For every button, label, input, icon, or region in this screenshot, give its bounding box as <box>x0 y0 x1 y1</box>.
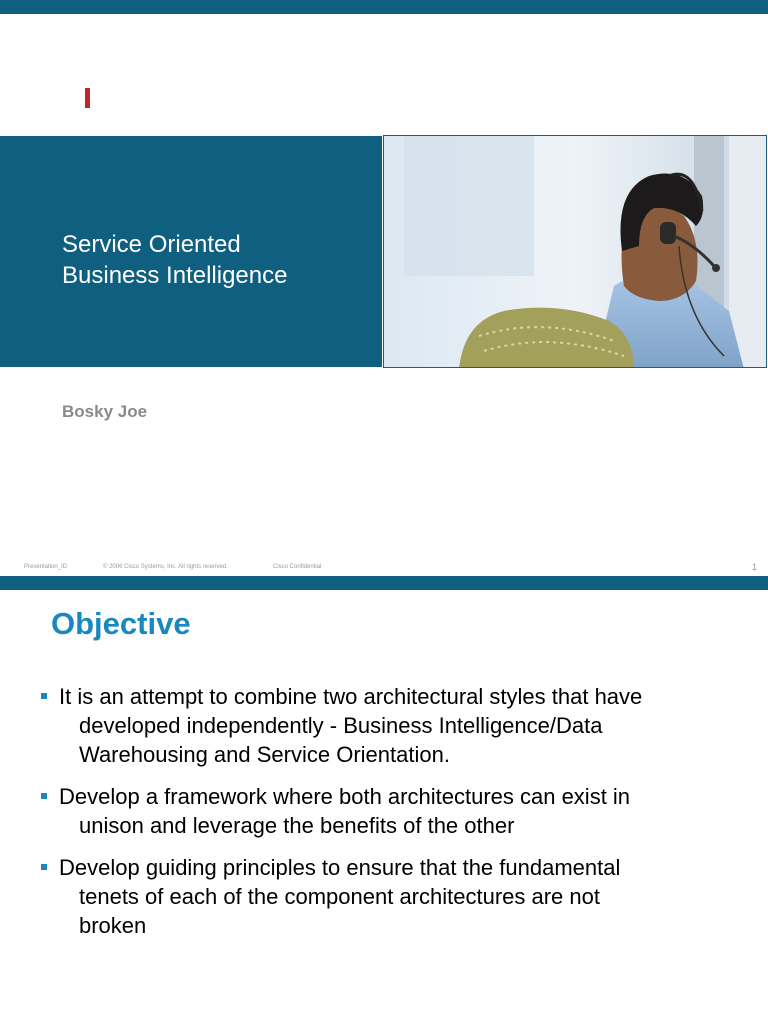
objective-slide <box>0 576 768 1024</box>
bullet-square-icon <box>41 864 47 870</box>
bullet-item <box>40 853 755 940</box>
bullet-square-icon <box>41 793 47 799</box>
headset-person-photo <box>383 135 767 368</box>
footer-confidential: Cisco Confidential <box>273 564 322 570</box>
title-line-2: Business Intelligence <box>62 262 288 289</box>
bullet-square-icon <box>41 693 47 699</box>
bullet-list <box>40 682 755 953</box>
bullet-line: Warehousing and Service Orientation. <box>79 742 450 767</box>
footer-copyright: © 2006 Cisco Systems, Inc. All rights reserved. <box>103 564 228 570</box>
accent-mark <box>85 88 90 108</box>
footer-presentation-id: Presentation_ID <box>24 564 68 570</box>
bullet-line: It is an attempt to combine two architectural styles that have <box>59 684 643 709</box>
bullet-line: tenets of each of the component architectures are not <box>79 884 600 909</box>
bullet-line: broken <box>79 913 147 938</box>
top-bar <box>0 576 768 590</box>
author-name: Bosky Joe <box>62 402 148 421</box>
bullet-line: Develop a framework where both architectures can exist in <box>59 784 631 809</box>
slide-number: 1 <box>751 562 757 572</box>
bullet-item <box>40 782 755 840</box>
bullet-line: unison and leverage the benefits of the other <box>79 813 515 838</box>
presentation-title <box>62 229 372 291</box>
top-bar <box>0 0 768 14</box>
bullet-line: developed independently - Business Intelligence/Data <box>79 713 603 738</box>
title-line-1: Service Oriented <box>62 231 241 258</box>
bullet-item <box>40 682 755 769</box>
slide-title: Objective <box>51 606 191 641</box>
bullet-line: Develop guiding principles to ensure that the fundamental <box>59 855 621 880</box>
